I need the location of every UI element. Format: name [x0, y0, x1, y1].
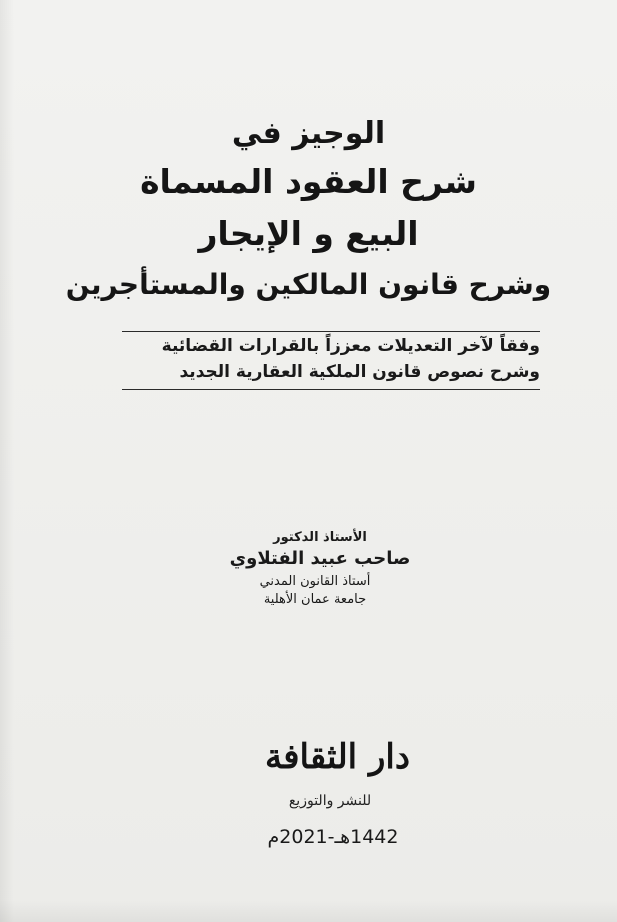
title-line-3: البيع و الإيجار [198, 214, 419, 253]
title-line-4: وشرح قانون المالكين والمستأجرين [65, 268, 552, 301]
author-institution: جامعة عمان الأهلية [263, 592, 367, 607]
subtitle-top-rule [122, 331, 540, 332]
publisher-tagline: للنشر والتوزيع [288, 793, 372, 809]
subtitle-bottom-rule [122, 389, 540, 390]
publication-year: 1442هـ-2021م [267, 826, 399, 848]
author-position: أستاذ القانون المدني [259, 574, 371, 589]
author-name: صاحب عبيد الفتلاوي [229, 548, 411, 569]
subtitle-line-2: وشرح نصوص قانون الملكية العقارية الجديد [179, 362, 540, 382]
publisher-name: دار الثقافة [265, 737, 410, 777]
author-rank: الأستاذ الدكتور [273, 530, 367, 545]
title-line-1: الوجيز في [231, 116, 386, 151]
title-line-2: شرح العقود المسماة [140, 162, 477, 201]
subtitle-line-1: وفقاً لآخر التعديلات معززاً بالقرارات القضائية [161, 336, 540, 356]
page-bottom-shadow [0, 900, 617, 922]
publisher-logo [255, 735, 420, 825]
